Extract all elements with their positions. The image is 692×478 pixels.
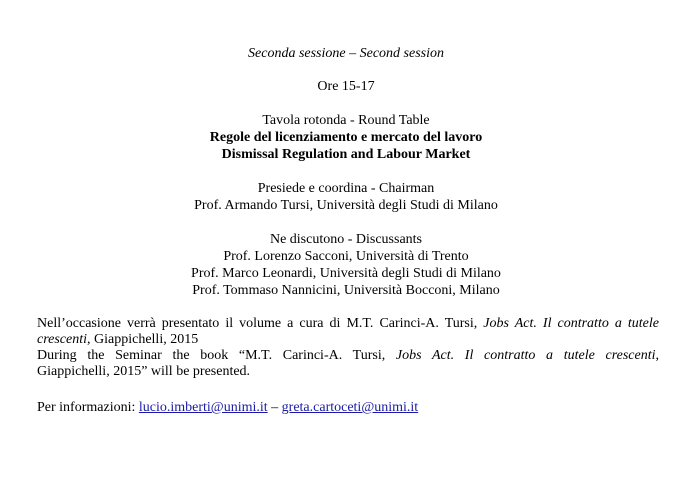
discussants-label: Ne discutono - Discussants (269, 232, 423, 247)
chair-label: Presiede e coordina - Chairman (257, 181, 435, 196)
discussant-item: Prof. Tommaso Nannicini, Università Bocconi, Milano (192, 283, 500, 298)
book-title-it-a: Jobs Act. Il contratto a tutele (483, 316, 659, 331)
note-line-it (37, 316, 659, 332)
discussant-item: Prof. Marco Leonardi, Università degli Studi di Milano (191, 266, 501, 281)
note-en-suffix: Giappichelli, 2015” will be presented. (37, 364, 251, 379)
note-line-en-cont (37, 364, 659, 380)
book-presentation-note (37, 316, 659, 380)
note-line-en (37, 348, 659, 364)
contact-separator: – (271, 400, 279, 415)
roundtable-title-en: Dismissal Regulation and Labour Market (221, 147, 471, 162)
session-time: Ore 15-17 (317, 79, 375, 94)
book-title-en: Jobs Act. Il contratto a tutele crescenti (395, 348, 656, 363)
session-title: Seconda sessione – Second session (248, 46, 444, 61)
note-en-comma: , (655, 348, 659, 363)
note-it-prefix: Nell’occasione verrà presentato il volume a cura di M.T. Carinci-A. Tursi, (37, 316, 484, 331)
note-line-it-cont (37, 332, 659, 348)
contact-line (37, 400, 659, 416)
note-en-prefix: During the Seminar the book “M.T. Carinci-A. Tursi, (37, 348, 396, 363)
email-link-cartoceti[interactable]: greta.cartoceti@unimi.it (281, 400, 419, 415)
roundtable-title-it: Regole del licenziamento e mercato del lavoro (209, 130, 483, 145)
contact-label: Per informazioni: (37, 400, 136, 415)
email-link-imberti[interactable]: lucio.imberti@unimi.it (138, 400, 268, 415)
chair-name: Prof. Armando Tursi, Università degli Studi di Milano (194, 198, 498, 213)
roundtable-label: Tavola rotonda - Round Table (262, 113, 430, 128)
discussant-item: Prof. Lorenzo Sacconi, Università di Trento (223, 249, 469, 264)
book-title-it-b: crescenti (37, 332, 88, 347)
note-it-suffix: , Giappichelli, 2015 (87, 332, 199, 347)
